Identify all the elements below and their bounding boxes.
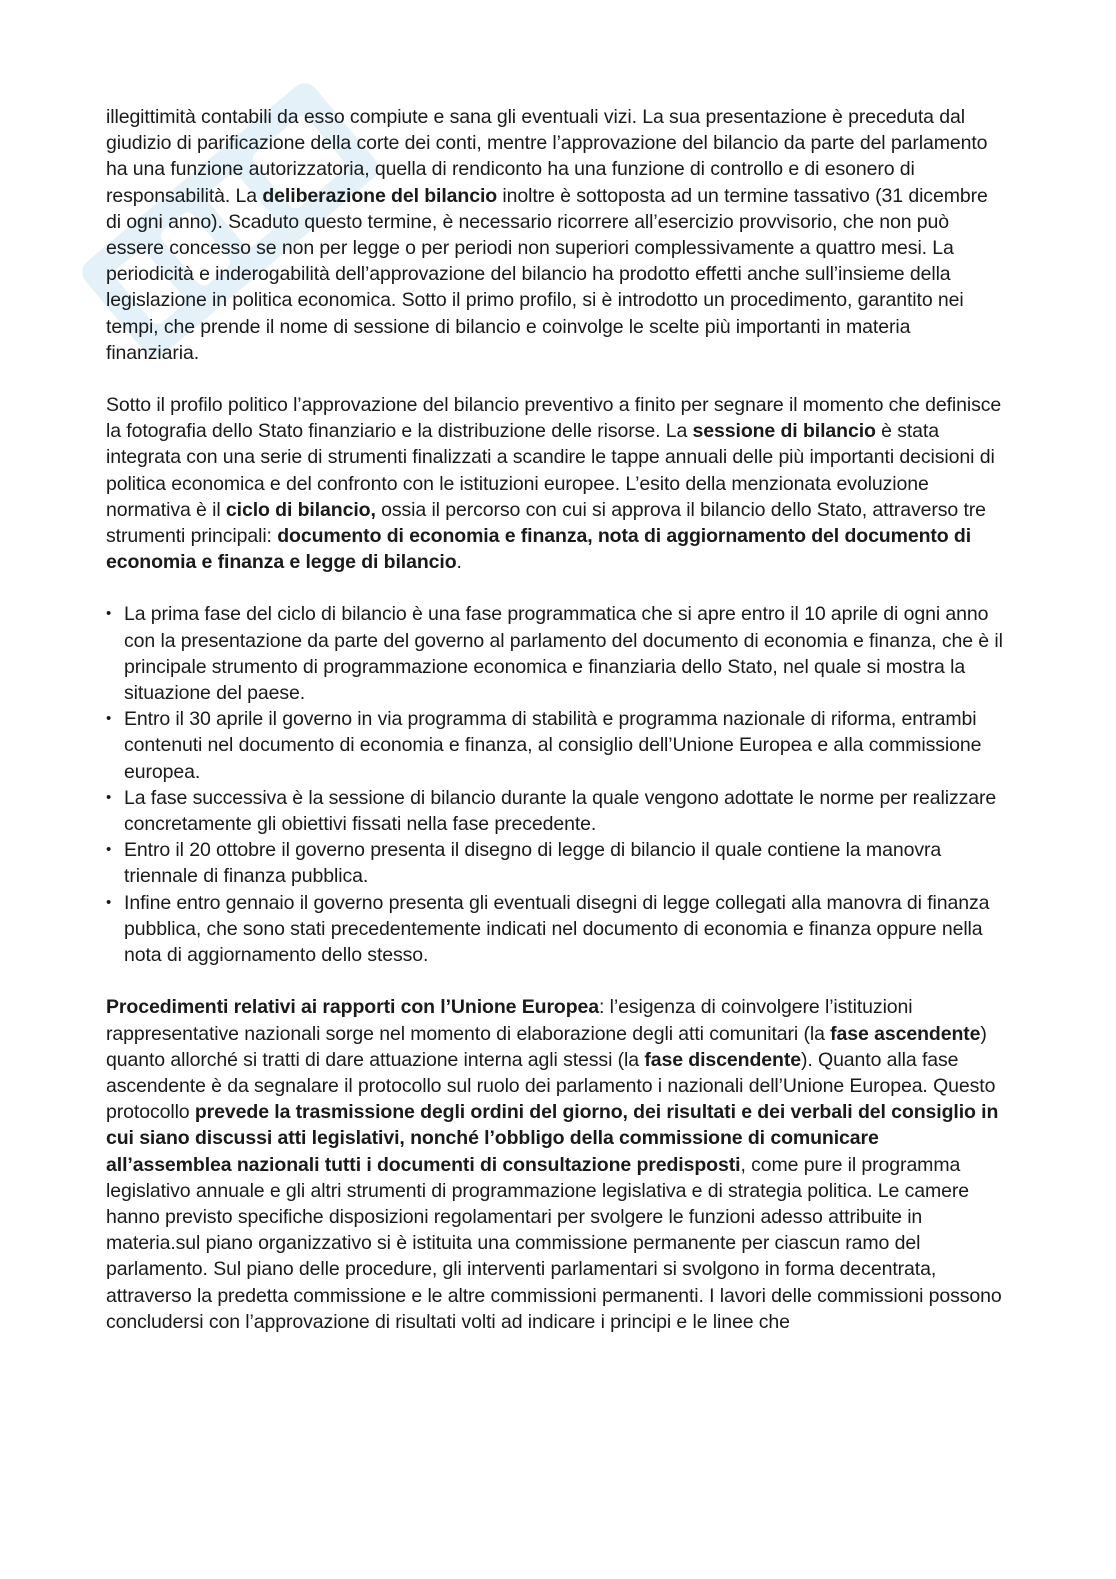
paragraph-unione-europea [106, 994, 1006, 1335]
document-body [106, 104, 1006, 1361]
bold-heading: Procedimenti relativi ai rapporti con l’Unione Europea [106, 996, 600, 1019]
bold-term: prevede la trasmissione degli ordini del giorno, dei risultati e dei verbali del consiglio in cui siano discussi atti legislativi, nonché l’obbligo della commissione di comunicare all’assemblea nazionali tutti i documenti di consultazione predisposti [106, 1101, 999, 1176]
list-item: • Entro il 20 ottobre il governo presenta il disegno di legge di bilancio il quale contiene la manovra triennale di finanza pubblica. [106, 837, 1006, 889]
list-item: • Entro il 30 aprile il governo in via programma di stabilità e programma nazionale di riforma, entrambi contenuti nel documento di economia e finanza, al consiglio dell’Unione Europea e alla commissione europea. [106, 706, 1006, 785]
text-run: ossia il percorso con cui si approva il bilancio dello Stato, attraverso tre strumenti principali: [106, 498, 986, 548]
bold-term: deliberazione del bilancio [262, 184, 498, 207]
text-run: è stata integrata con una serie di strumenti finalizzati a scandire le tappe annuali delle più importanti decisioni di politica economica e del confronto con le istituzioni europee. L’esito della menzionata evoluzione normativa è il [106, 420, 995, 521]
text-run: Sotto il profilo politico l’approvazione del bilancio preventivo a finito per segnare il momento che definisce la fotografia dello Stato finanziario e la distribuzione delle risorse. La [106, 394, 1002, 443]
text-run: inoltre è sottoposta ad un termine tassativo (31 dicembre di ogni anno). Scaduto questo termine, è necessario ricorrere all’esercizio provvisorio, che non può essere concesso se non per legge o per periodi non superiori complessivamente a quattro mesi. La periodicità e inderogabilità dell’approvazione del bilancio ha prodotto effetti anche sull’insieme della legislazione in politica economica. Sotto il primo profilo, si è introdotto un procedimento, garantito nei tempi, che prende il nome di sessione di bilancio e coinvolge le scelte più importanti in materia finanziaria. [106, 184, 988, 364]
bold-term: fase ascendente [830, 1022, 981, 1045]
text-run: illegittimità contabili da esso compiute e sana gli eventuali vizi. La sua presentazione è preceduta dal giudizio di parificazione della corte dei conti, mentre l’approvazione del bilancio da parte del parlamento ha una funzione autorizzatoria, quella di rendiconto ha una funzione di controllo e di esonero di responsabilità. La [106, 106, 988, 207]
bold-term: fase discendente [644, 1048, 801, 1071]
text-run: ) quanto allorché si tratti di dare attuazione interna agli stessi (la [106, 1022, 987, 1071]
bold-term: sessione di bilancio [692, 420, 876, 443]
text-run: . [456, 551, 462, 574]
paragraph-bilancio-deliberazione [106, 104, 1006, 366]
list-item: • La fase successiva è la sessione di bilancio durante la quale vengono adottate le norme per realizzare concretamente gli obiettivi fissati nella fase precedente. [106, 785, 1006, 837]
bold-term: documento di economia e finanza, nota di aggiornamento del documento di economia e finanza e legge di bilancio [106, 525, 972, 574]
text-run: : l’esigenza di coinvolgere l’istituzioni rappresentative nazionali sorge nel momento di elaborazione degli atti comunitari (la [106, 996, 913, 1045]
bold-term: ciclo di bilancio, [225, 498, 376, 521]
bullet-list-fasi [106, 601, 1006, 968]
text-run: ). Quanto alla fase ascendente è da segnalare il protocollo sul ruolo dei parlamento i nazionali dell’Unione Europea. Questo protocollo [106, 1048, 996, 1124]
list-item: • La prima fase del ciclo di bilancio è una fase programmatica che si apre entro il 10 aprile di ogni anno con la presentazione da parte del governo al parlamento del documento di economia e finanza, che è il principale strumento di programmazione economica e finanziaria dello Stato, nel quale si mostra la situazione del paese. [106, 601, 1006, 706]
text-run: , come pure il programma legislativo annuale e gli altri strumenti di programmazione legislativa e di strategia politica. Le camere hanno previsto specifiche disposizioni regolamentari per svolgere le funzioni adesso attribuite in materia.sul piano organizzativo si è istituita una commissione permanente per ciascun ramo del parlamento. Sul piano delle procedure, gli interventi parlamentari si svolgono in forma decentrata, attraverso la predetta commissione e le altre commissioni permanenti. I lavori delle commissioni possono concludersi con l’approvazione di risultati volti ad indicare i principi e le linee che [106, 1153, 1002, 1333]
paragraph-ciclo-di-bilancio [106, 392, 1006, 575]
list-item: • Infine entro gennaio il governo presenta gli eventuali disegni di legge collegati alla manovra di finanza pubblica, che sono stati precedentemente indicati nel documento di economia e finanza oppure nella nota di aggiornamento dello stesso. [106, 890, 1006, 969]
